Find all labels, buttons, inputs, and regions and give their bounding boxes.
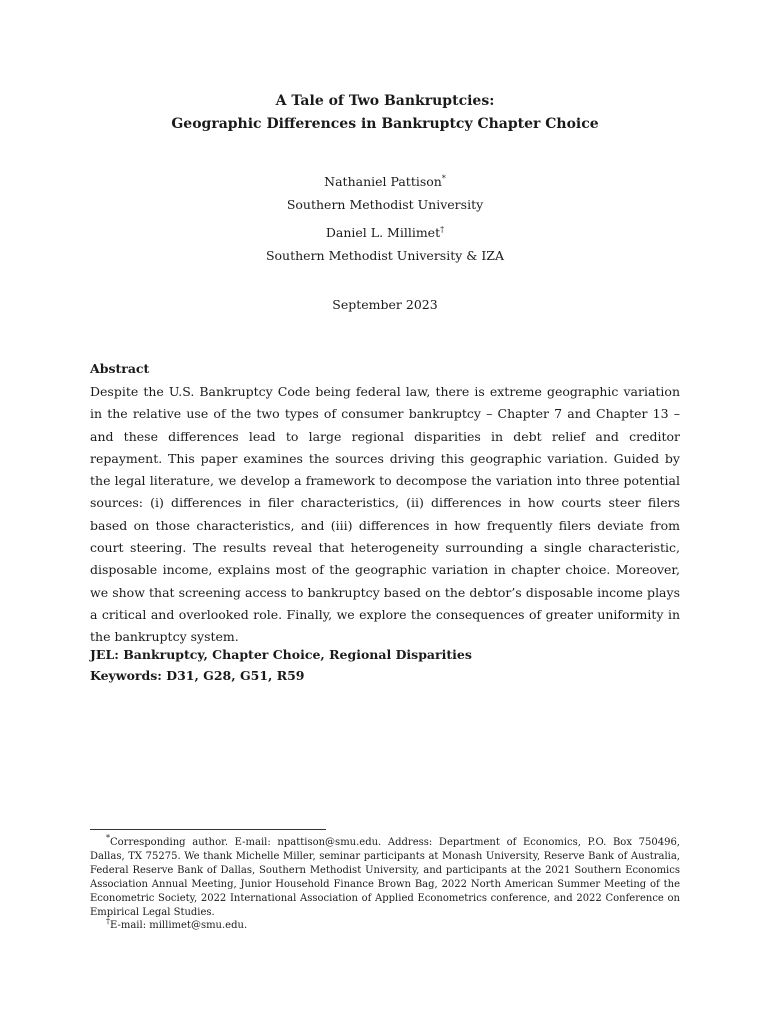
author-1 [0,174,770,189]
footnote-2-text: E-mail: millimet@smu.edu. [110,920,248,931]
jel-line: JEL: Bankruptcy, Chapter Choice, Regional Disparities [90,647,472,662]
footnote-divider [90,829,326,830]
title-line-2: Geographic Differences in Bankruptcy Chapter Choice [171,116,599,132]
title-line-1: A Tale of Two Bankruptcies: [275,93,495,109]
footnote-2-mark: † [106,916,110,926]
publication-date: September 2023 [332,297,438,312]
footnote-1 [90,833,680,920]
author-1-name: Nathaniel Pattison [324,174,442,189]
footnote-1-mark: * [106,833,110,843]
keywords-line: Keywords: D31, G28, G51, R59 [90,668,305,683]
author-2 [0,225,770,240]
author-1-affiliation: Southern Methodist University [286,197,484,212]
abstract-heading: Abstract [90,361,150,376]
footnote-1-text: Corresponding author. E-mail: npattison@smu.edu. Address: Department of Economics, P.O. Box 750496, Dallas, TX 75275. We thank Michelle Miller, seminar participants at Monash University, Reserve Bank of Australia, Federal Reserve Bank of Dallas, Southern Methodist University, and participants at the 2021 Southern Economics Association Annual Meeting, Junior Household Finance Brown Bag, 2022 North American Summer Meeting of the Econometric Society, 2022 International Association of Applied Econometrics conference, and 2022 Conference on Empirical Legal Studies. [90,837,680,918]
author-2-name: Daniel L. Millimet [325,225,441,240]
author-1-footnote-mark: * [441,173,446,183]
abstract-text: Despite the U.S. Bankruptcy Code being federal law, there is extreme geographic variation in the relative use of the two types of consumer bankruptcy – Chapter 7 and Chapter 13 – and these differences lead to large regional disparities in debt relief and creditor repayment. This paper examines the sources driving this geographic variation. Guided by the legal literature, we develop a framework to decompose the variation into three potential sources: (i) differences in filer characteristics, (ii) differences in how courts steer filers based on those characteristics, and (iii) differences in how frequently filers deviate from court steering. The results reveal that heterogeneity surrounding a single characteristic, disposable income, explains most of the geographic variation in chapter choice. Moreover, we show that screening access to bankruptcy based on the debtor’s disposable income plays a critical and overlooked role. Finally, we explore the consequences of greater uniformity in the bankruptcy system. [90,384,680,645]
author-2-affiliation: Southern Methodist University & IZA [265,248,505,263]
footnote-2 [90,916,680,933]
author-2-footnote-mark: † [440,224,445,234]
